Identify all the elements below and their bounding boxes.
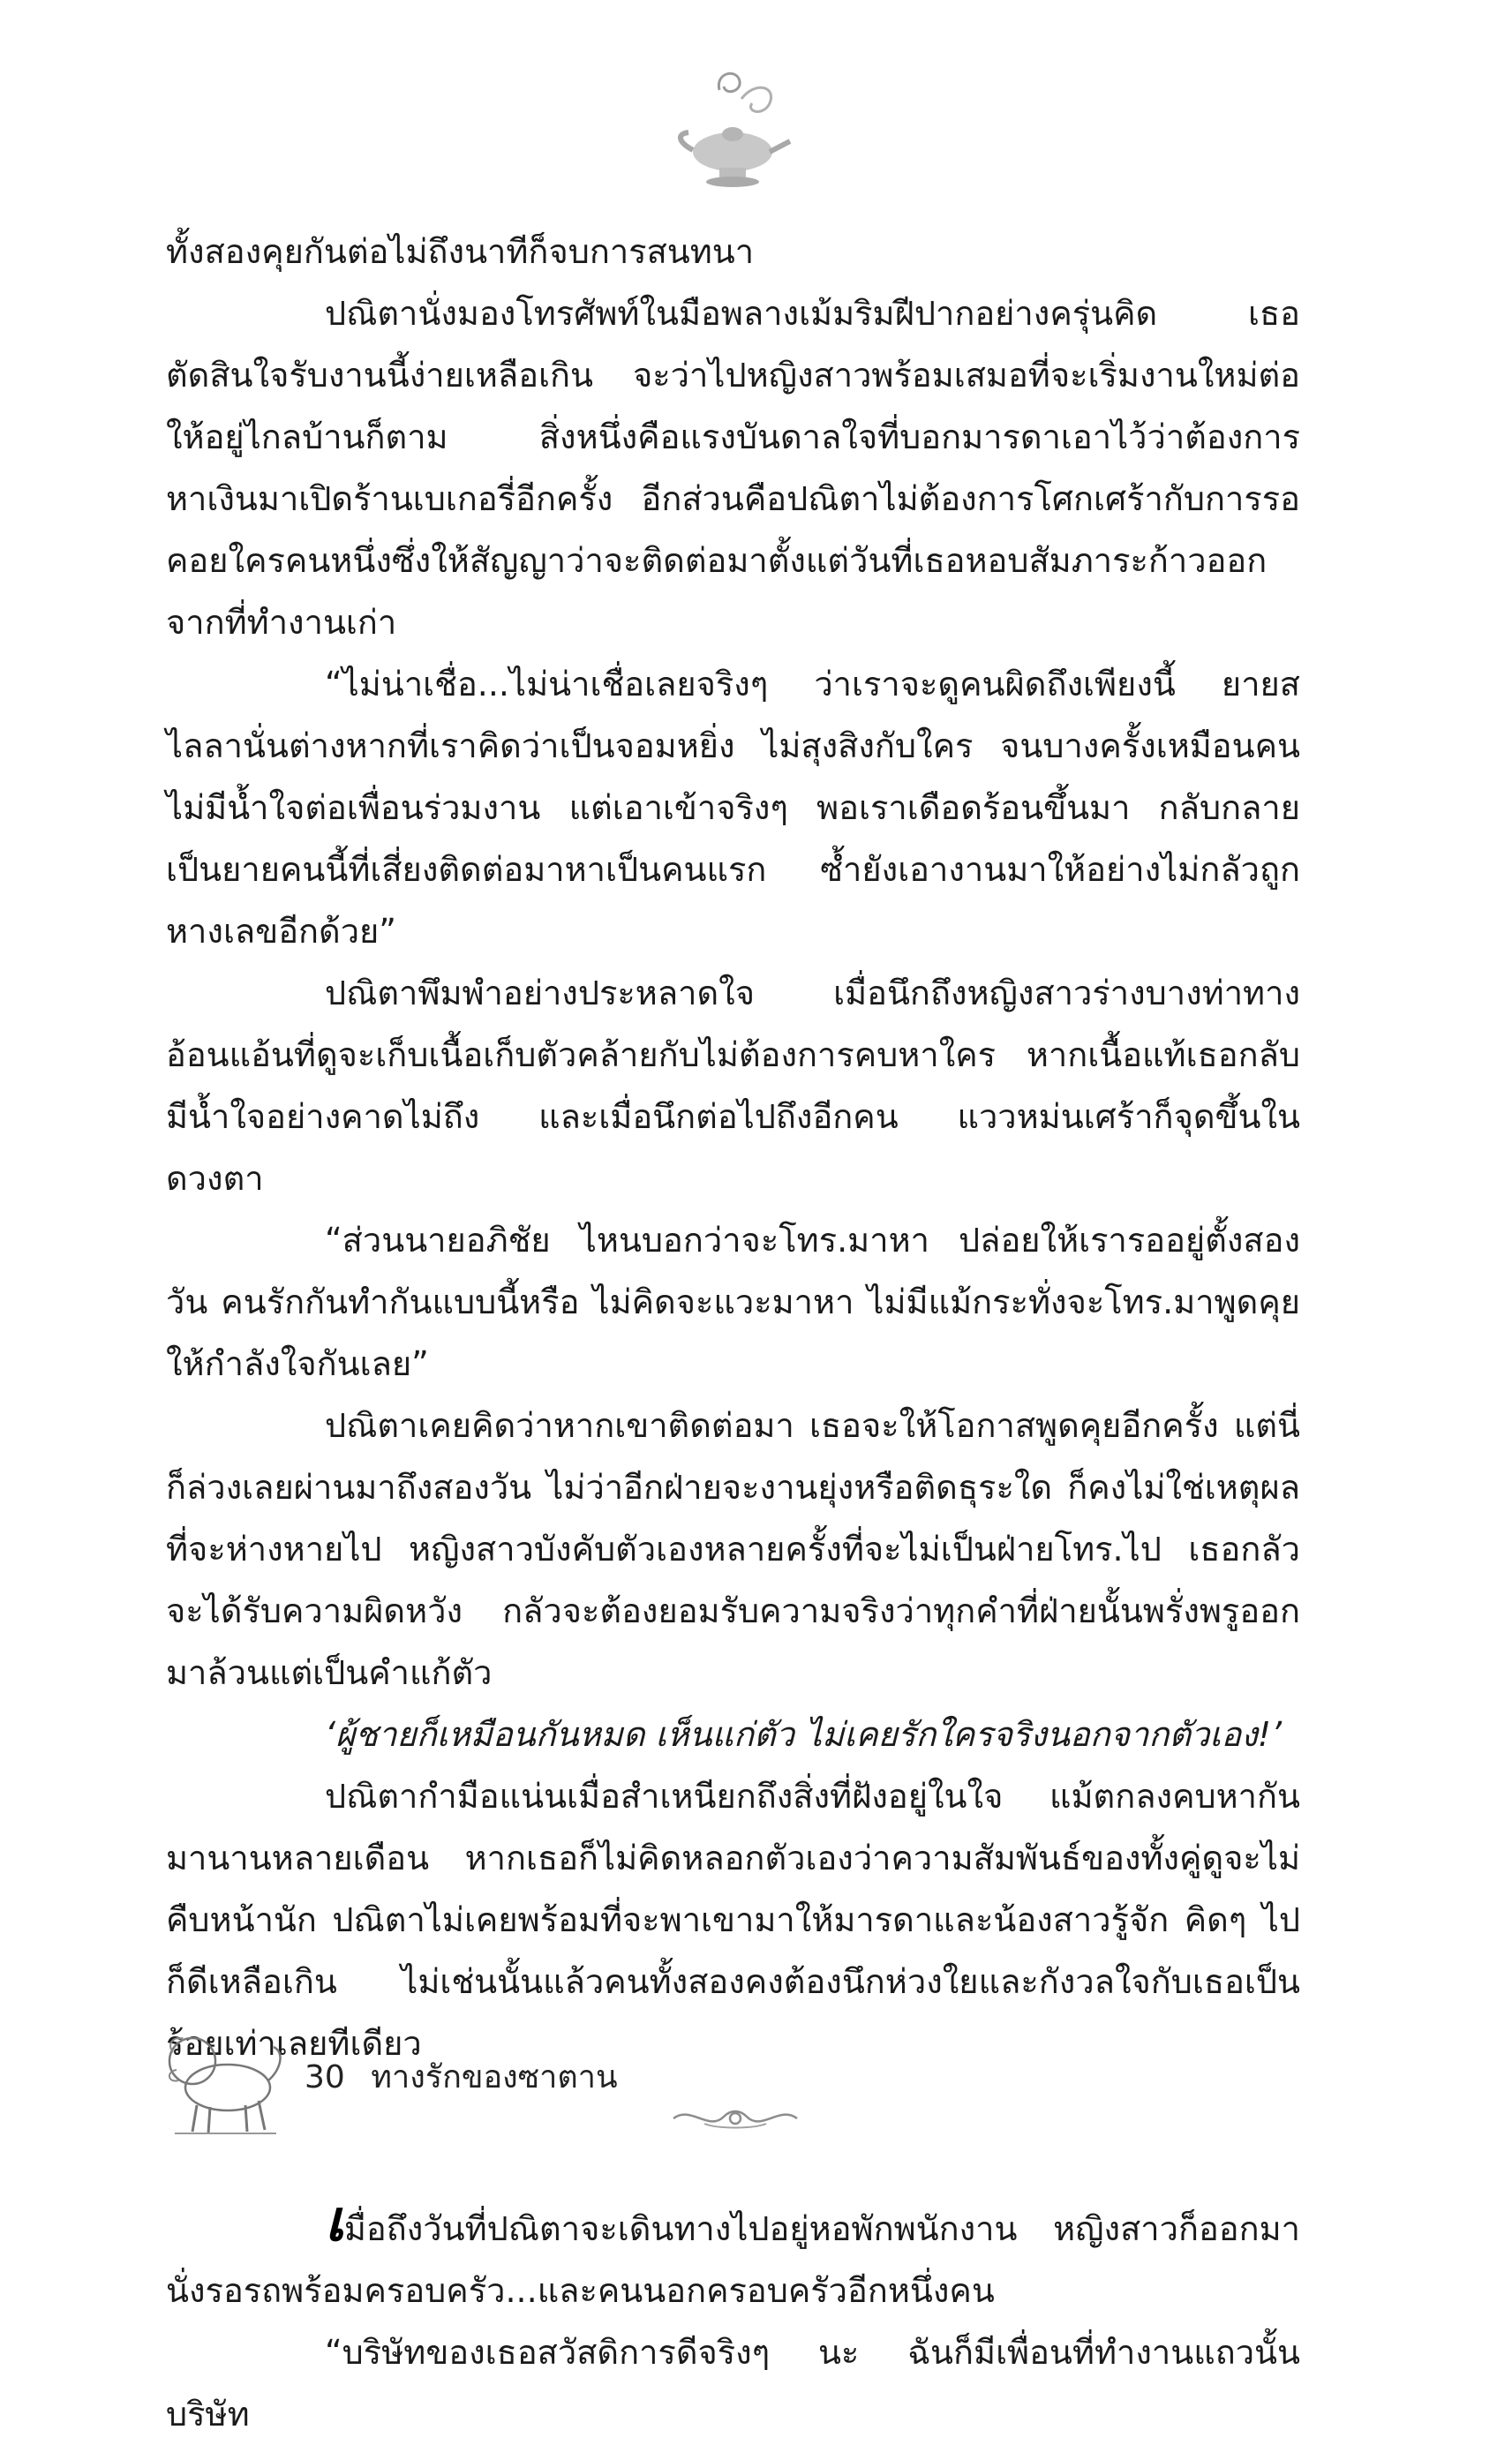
lion-ornament-icon: [157, 2017, 290, 2140]
paragraph: ทั้งสองคุยกันต่อไม่ถึงนาทีก็จบการสนทนา: [166, 232, 755, 271]
paragraph: ปณิตาพึมพำอย่างประหลาดใจ เมื่อนึกถึงหญิงสาวร่างบางท่าทางอ้อนแอ้นที่ดูจะเก็บเนื้อเก็บตัวคล้ายกับไม่ต้องการคบหาใคร หากเนื้อแท้เธอกลับมีน้ำใจอย่างคาดไม่ถึง และเมื่อนึกต่อไปถึงอีกคน แววหม่นเศร้าก็จุดขึ้นในดวงตา: [166, 974, 1300, 1198]
paragraph: “บริษัทของเธอสวัสดิการดีจริงๆ นะ ฉันก็มีเพื่อนที่ทำงานแถวนั้น บริษัท: [166, 2333, 1300, 2434]
body-text: [166, 221, 1300, 2445]
lamp-ornament-icon: [671, 64, 794, 196]
italic-thought: ‘ผู้ชายก็เหมือนกันหมด เห็นแก่ตัว ไม่เคยรักใครจริงนอกจากตัวเอง!’: [325, 1715, 1283, 1754]
paragraph: ปณิตานั่งมองโทรศัพท์ในมือพลางเม้มริมฝีปากอย่างครุ่นคิด เธอตัดสินใจรับงานนี้ง่ายเหลือเกิน จะว่าไปหญิงสาวพร้อมเสมอที่จะเริ่มงานใหม่ต่อให้อยู่ไกลบ้านก็ตาม สิ่งหนึ่งคือแรงบันดาลใจที่บอกมารดาเอาไว้ว่าต้องการหาเงินมาเปิดร้านเบเกอรี่อีกครั้ง อีกส่วนคือปณิตาไม่ต้องการโศกเศร้ากับการรอคอยใครคนหนึ่งซึ่งให้สัญญาว่าจะติดต่อมาตั้งแต่วันที่เธอหอบสัมภาระก้าวออกจากที่ทำงานเก่า: [166, 294, 1300, 642]
paragraph-text: มื่อถึงวันที่ปณิตาจะเดินทางไปอยู่หอพักพนักงาน หญิงสาวก็ออกมานั่งรอรถพร้อมครอบครัว...และคนนอกครอบครัวอีกหนึ่งคน: [166, 2209, 1300, 2310]
paragraph: “ไม่น่าเชื่อ...ไม่น่าเชื่อเลยจริงๆ ว่าเราจะดูคนผิดถึงเพียงนี้ ยายสไลลานั่นต่างหากที่เราคิดว่าเป็นจอมหยิ่ง ไม่สุงสิงกับใคร จนบางครั้งเหมือนคนไม่มีน้ำใจต่อเพื่อนร่วมงาน แต่เอาเข้าจริงๆ พอเราเดือดร้อนขึ้นมา กลับกลายเป็นยายคนนี้ที่เสี่ยงติดต่อมาหาเป็นคนแรก ซ้ำยังเอางานมาให้อย่างไม่กลัวถูกหางเลขอีกด้วย”: [166, 665, 1300, 951]
page-number: 30: [305, 2059, 345, 2095]
paragraph: ปณิตากำมือแน่นเมื่อสำเหนียกถึงสิ่งที่ฝังอยู่ในใจ แม้ตกลงคบหากันมานานหลายเดือน หากเธอก็ไม่คิดหลอกตัวเองว่าความสัมพันธ์ของทั้งคู่ดูจะไม่คืบหน้านัก ปณิตาไม่เคยพร้อมที่จะพาเขามาให้มารดาและน้องสาวรู้จัก คิดๆ ไปก็ดีเหลือเกิน ไม่เช่นนั้นแล้วคนทั้งสองคงต้องนึกห่วงใยและกังวลใจกับเธอเป็นร้อยเท่าเลยทีเดียว: [166, 1777, 1300, 2063]
paragraph: “ส่วนนายอภิชัย ไหนบอกว่าจะโทร.มาหา ปล่อยให้เรารออยู่ตั้งสองวัน คนรักกันทำกันแบบนี้หรือ ไม่คิดจะแวะมาหา ไม่มีแม้กระทั่งจะโทร.มาพูดคุยให้กำลังใจกันเลย”: [166, 1221, 1300, 1383]
paragraph: ปณิตาเคยคิดว่าหากเขาติดต่อมา เธอจะให้โอกาสพูดคุยอีกครั้ง แต่นี่ก็ล่วงเลยผ่านมาถึงสองวัน ไม่ว่าอีกฝ่ายจะงานยุ่งหรือติดธุระใด ก็คงไม่ใช่เหตุผลที่จะห่างหายไป หญิงสาวบังคับตัวเองหลายครั้งที่จะไม่เป็นฝ่ายโทร.ไป เธอกลัวจะได้รับความผิดหวัง กลัวจะต้องยอมรับความจริงว่าทุกคำที่ฝ่ายนั้นพรั่งพรูออกมาล้วนแต่เป็นคำแก้ตัว: [166, 1406, 1300, 1692]
dropcap: เ: [325, 2188, 344, 2254]
page-footer: [305, 2058, 634, 2097]
book-title: ทางรักของซาตาน: [371, 2059, 618, 2095]
paragraph-with-dropcap: [166, 2188, 1300, 2321]
